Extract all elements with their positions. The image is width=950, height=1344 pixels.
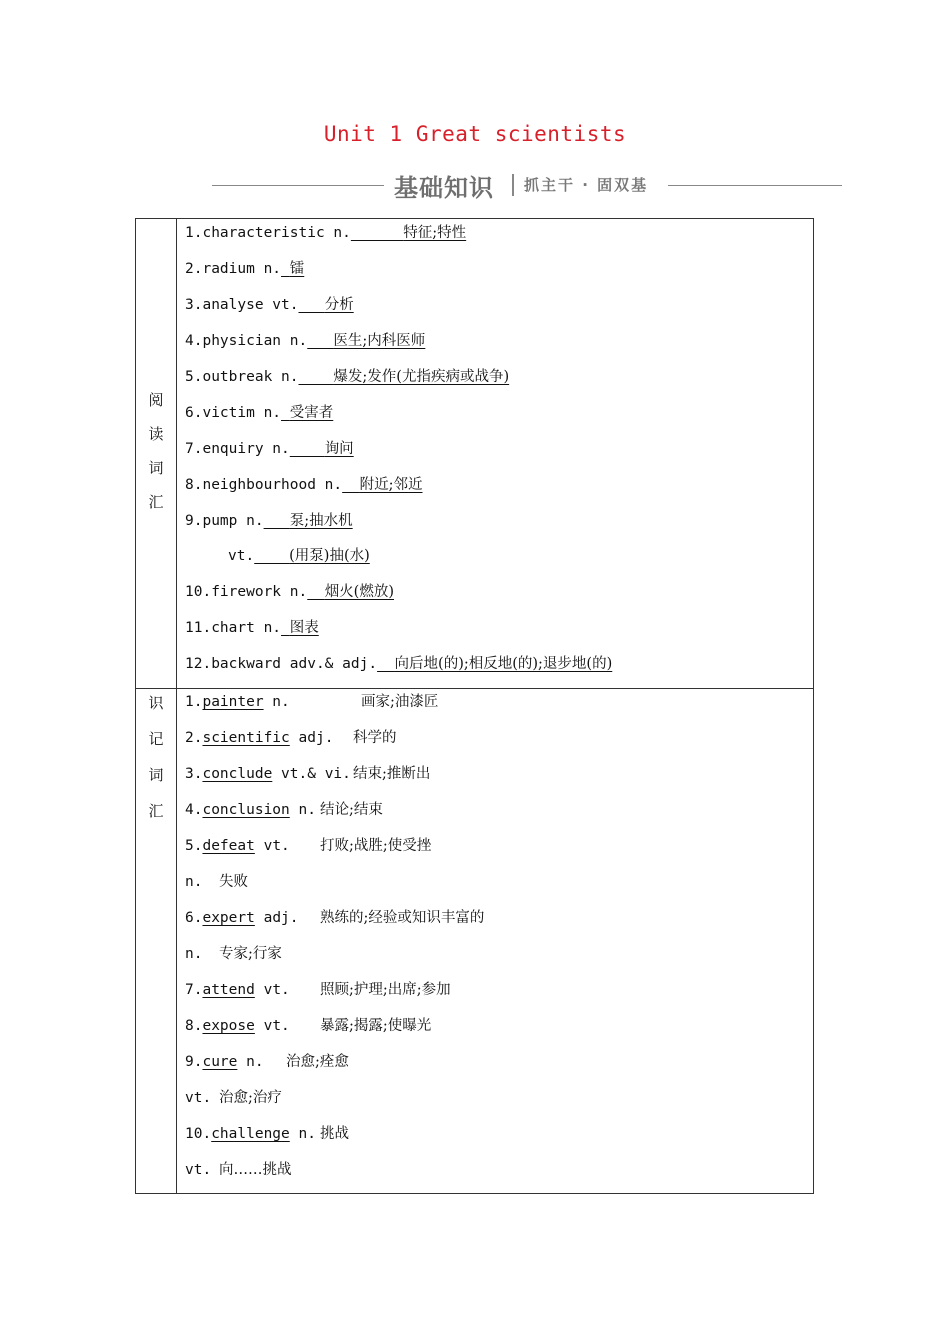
list-item: 10.challenge n. 挑战: [185, 1126, 349, 1142]
label-char: 汇: [148, 493, 164, 511]
list-item: 2.radium n. 镭: [185, 261, 305, 277]
list-item: vt. (用泵)抽(水): [228, 548, 370, 564]
list-item: 8.expose vt. 暴露;揭露;使曝光: [185, 1018, 432, 1034]
list-item: 2.scientific adj. 科学的: [185, 730, 397, 746]
list-item: 9.cure n. 治愈;痊愈: [185, 1054, 349, 1070]
list-item: 4.physician n. 医生;内科医师: [185, 333, 426, 349]
list-item: 4.conclusion n. 结论;结束: [185, 802, 383, 818]
reading-vocabulary-section: [135, 218, 814, 689]
banner-left-rule: [212, 185, 384, 186]
memory-vocabulary-section: [135, 688, 814, 1194]
list-item: 3.analyse vt. 分析: [185, 297, 354, 313]
memory-vocabulary-label: [136, 689, 177, 1193]
list-item: 1.characteristic n. 特征;特性: [185, 225, 467, 241]
list-item: 7.attend vt. 照顾;护理;出席;参加: [185, 982, 451, 998]
list-item: 3.conclude vt.& vi. 结束;推断出: [185, 766, 431, 782]
list-item: 10.firework n. 烟火(燃放): [185, 584, 395, 600]
banner-divider: [512, 174, 514, 196]
page-title: Unit 1 Great scientists: [323, 122, 627, 146]
list-item: 1.painter n. 画家;油漆匠: [185, 694, 439, 710]
list-item: n. 专家;行家: [185, 946, 282, 962]
label-char: 记: [148, 730, 164, 748]
banner-subtitle: 抓主干 · 固双基: [524, 176, 649, 194]
label-char: 阅: [148, 391, 164, 409]
banner-main-text: 基础知识: [394, 174, 494, 202]
list-item: vt. 向……挑战: [185, 1162, 292, 1178]
list-item: 8.neighbourhood n. 附近;邻近: [185, 477, 423, 493]
list-item: 6.victim n. 受害者: [185, 405, 334, 421]
label-char: 识: [148, 694, 164, 712]
reading-vocabulary-label: [136, 219, 177, 688]
list-item: n. 失败: [185, 874, 248, 890]
list-item: 5.outbreak n. 爆发;发作(尤指疾病或战争): [185, 369, 510, 385]
banner-right-rule: [668, 185, 842, 186]
list-item: 11.chart n. 图表: [185, 620, 319, 636]
label-char: 读: [148, 425, 164, 443]
label-char: 汇: [148, 802, 164, 820]
label-char: 词: [148, 459, 164, 477]
list-item: 7.enquiry n. 询问: [185, 441, 354, 457]
list-item: 5.defeat vt. 打败;战胜;使受挫: [185, 838, 432, 854]
list-item: vt. 治愈;治疗: [185, 1090, 282, 1106]
list-item: 12.backward adv.& adj. 向后地(的);相反地(的);退步地(的): [185, 656, 613, 672]
list-item: 6.expert adj. 熟练的;经验或知识丰富的: [185, 910, 485, 926]
label-char: 词: [148, 766, 164, 784]
list-item: 9.pump n. 泵;抽水机: [185, 513, 353, 529]
section-banner: [0, 168, 950, 202]
